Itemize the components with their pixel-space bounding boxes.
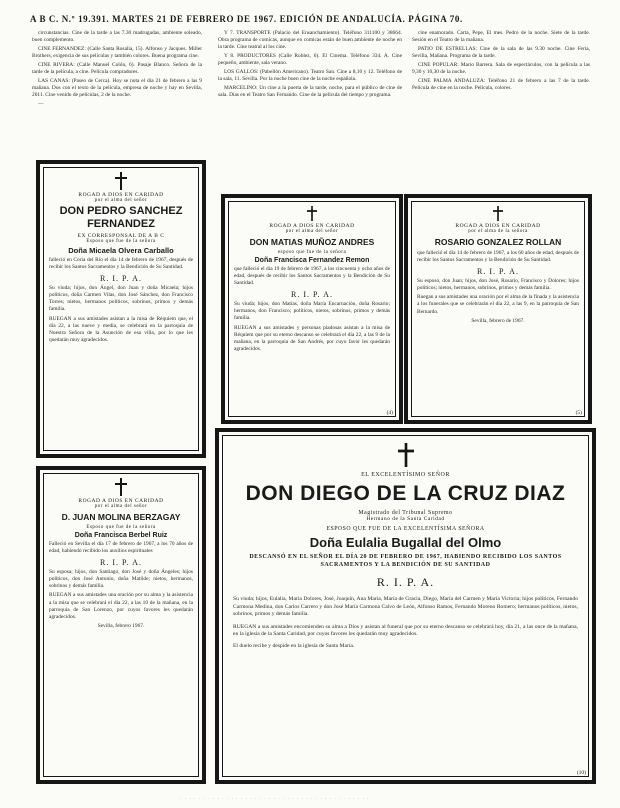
death-notice: que falleció el día 14 de febrero de 1967, a los 60 años de edad, después de recibir los Santos Sacramentos y la Bendición de Su Santidad. xyxy=(417,250,579,264)
news-paragraph: — xyxy=(38,100,44,107)
news-paragraph: PATIO DE ESTRELLAS: Cine de la sala de las 9.30 noche. Cine Feria, Sevilla, Mañana. Programa de la tarde. xyxy=(412,45,590,60)
news-paragraph: CINE RIVERA: (Calle Manuel Colón, 6). Pasaje Blanco. Señora de la tarde de la película, a cine. Película compradores. xyxy=(32,61,202,76)
obit-footer: Sevilla, febrero 1967. xyxy=(97,622,145,629)
obit-intro: ROGAD A DIOS EN CARIDAD xyxy=(78,498,164,504)
obit-intro-sub: por el alma del señor xyxy=(94,198,148,203)
right-news-column xyxy=(412,30,590,190)
obit-intro-sub: por el alma de la señora xyxy=(468,229,528,234)
death-notice: falleció en Coria del Río el día 14 de febrero de 1967, después de recibir los Santos Sacramentos y la Bendición de Su Santidad. xyxy=(49,257,193,271)
deceased-name: ROSARIO GONZALEZ ROLLAN xyxy=(434,237,562,247)
obit-footer: Sevilla, febrero de 1967. xyxy=(471,317,525,324)
deceased-name: DON PEDRO SANCHEZ FERNANDEZ xyxy=(59,205,183,230)
ad-number: (4) xyxy=(386,410,393,416)
obituary-pedro-sanchez xyxy=(36,160,206,458)
request-text: RUEGAN a sus amistades asistan a la misa de Réquiem que, el día 22, a las nueve y media, se celebrará en la parroquia de Nuestra Señora de la Asunción de esa villa, por lo que les quedarán muy agradecidos. xyxy=(49,315,193,343)
obit-intro: ROGAD A DIOS EN CARIDAD xyxy=(78,192,164,198)
death-notice: DESCANSÓ EN EL SEÑOR EL DÍA 20 DE FEBRERO DE 1967, HABIENDO RECIBIDO LOS SANTOS SACRAMENTOS Y LA BENDICIÓN DE SU SANTIDAD xyxy=(249,554,562,568)
obit-intro: ROGAD A DIOS EN CARIDAD xyxy=(269,223,355,229)
news-paragraph: CINE FERNANDEZ: (Calle Santa Rosalía, 15). Alfonso y Jacques. Miller Brothers, exigencia de sus películas y también colores. Buena programa cine. xyxy=(32,45,202,60)
news-paragraph: CINE PALMA ANDALUZA: Teléfono 21 de febrero a las 7 de la tarde. Película de cine en la noche. Película, colores. xyxy=(412,77,590,91)
obit-intro-sub: por el alma del señor xyxy=(94,504,148,509)
wife-intro: ESPOSO QUE FUE DE LA EXCELENTÍSIMA SEÑORA xyxy=(326,526,485,532)
cross-icon xyxy=(493,206,503,221)
family-list: Su esposa; hijos, don Santiago, don José y doña Ángeles; hijos políticos, don José Antonio, doña Matilde; nietos, hermanos, sobrinos y demás familia. xyxy=(49,569,193,590)
rip-label: R. I. P. A. xyxy=(477,267,519,277)
widow-intro: esposo que fue de la señora xyxy=(277,250,347,255)
family-list: Su viuda; hijos, don Matías, doña María Encarnación, doña Rosario; hermanos, don Francisco; políticos, nietos, sobrinos, primos y demás familia. xyxy=(234,301,390,322)
obituary-diego-de-la-cruz xyxy=(215,428,596,784)
deceased-name: D. JUAN MOLINA BERZAGAY xyxy=(61,512,181,522)
news-paragraph: cine enamorado. Carta, Pepe, El mes. Pedro de la noche. Siete de la tarde. Sesión en el Teatro de la mañana. xyxy=(412,30,590,44)
obit-footer: El duelo recibe y despide en la iglesia de Santa María. xyxy=(233,642,355,649)
rip-label: R. I. P. A. xyxy=(376,575,435,589)
cross-icon xyxy=(307,206,317,221)
news-paragraph: LAS CANAS: (Paseo de Cerca). Hoy se nota el día 21 de febrero a las 9 mañana. Dos con el texto de la película, empresa de noche y hay en Sevilla, 2011. Cine venido de películas, 2 de la noche. xyxy=(32,77,202,99)
ad-number: (5) xyxy=(575,410,582,416)
widow-name: Doña Francisca Fernandez Remon xyxy=(254,257,370,264)
request-text: RUEGAN a sus amistades y personas piadosas asistan a la misa de Réquiem que por su eterno descanso se celebrará el día 22, a las 9 de la mañana, en la parroquia de San Andrés, por cuyo favor les quedarán agradecidos. xyxy=(234,324,390,352)
news-paragraph: LOS GALLOS: (Pabellón Americano). Teatro San. Cine a 8,10 y 12. Teléfono de la sala, 11. Sevilla. Por la noche buen cine de la noche española. xyxy=(218,69,402,83)
rip-label: R. I. P. A. xyxy=(291,290,333,300)
wife-name: Doña Eulalia Bugallal del Olmo xyxy=(309,535,502,550)
page-footer-mark: · · · · · · · · · · · · · · · · · · · · · · · · · · · · · · · · · · · · · · · · · xyxy=(180,796,370,801)
news-paragraph: MARCELINO: Un cine a la puerta de la tarde, noche, para el público de cine de sala. Días en el Teatro San Fernando. Cine de la película del tiempo y programa. xyxy=(218,84,402,99)
death-notice: que falleció el día 19 de febrero de 1967, a los cincuenta y ocho años de edad, después de recibir los Santos Sacramentos y la Bendición de Su Santidad. xyxy=(234,266,390,287)
widow-intro: Esposo que fue de la señora xyxy=(86,525,156,530)
family-list: Su esposo, don Juan; hijos, don José, Rosario, Francisco y Dolores; hijos políticos; nietos, hermanos, sobrinos, primos y demás familia. xyxy=(417,278,579,292)
left-news-column xyxy=(32,30,202,152)
widow-intro: Esposo que fue de la señora xyxy=(86,239,156,244)
family-list: Su viuda; hijos, don Ángel, don Juan y doña Micaela; hijos políticos, doña Carmen Vilas, don José Sánchez, don Francisco Torres; nietos, hermanos políticos, sobrinos, primos y demás familia. xyxy=(49,285,193,313)
death-notice: Falleció en Sevilla el día 17 de febrero de 1967, a los 70 años de edad, habiendo recibido los auxilios espirituales xyxy=(49,541,193,555)
title-intro: EL EXCELENTÍSIMO SEÑOR xyxy=(361,472,450,478)
page-header: A B C. N.º 19.391. MARTES 21 DE FEBRERO DE 1967. EDICIÓN DE ANDALUCÍA. PÁGINA 70. xyxy=(30,14,463,24)
obit-intro: ROGAD A DIOS EN CARIDAD xyxy=(455,223,541,229)
news-paragraph: Y 7. TRANSPORTE (Palacio del Ensanchamiento). Teléfono 311100 y 38664. Obra programa de comicas, aunque en comicas están de buen ambiente de noche en la tarde. Cine teatral al los cine. xyxy=(218,30,402,51)
deceased-role: EX CORRESPONSAL DE A B C xyxy=(77,233,165,239)
request-text: Ruegan a sus amistades una oración por el alma de la finada y la asistencia a los funerales que se celebrarán el día 22, a las 9, en la parroquia de San Bernardo. xyxy=(417,294,579,315)
ad-number: (10) xyxy=(576,770,586,776)
deceased-role: Magistrado del Tribunal Supremo xyxy=(358,510,453,516)
news-paragraph: circunstancias. Cine de la tarde a las 7.30 madrugadas, ambiente soleado, buen complemento. xyxy=(32,30,202,44)
news-paragraph: Y 8. PRODUCTORES (Calle Roblez, 6). El Cinema. Teléfono 334. A. Cine pequeño, ambiente, sala verano. xyxy=(218,53,402,67)
deceased-name: DON DIEGO DE LA CRUZ DIAZ xyxy=(245,482,566,505)
cross-icon xyxy=(115,172,127,190)
family-list: Su viuda; hijos, Eulalia, María Dolores, José, Joaquín, Ana María, María de Gracia, Diego, María del Carmen y María Victoria; hijos políticos, Fernando Carmona Medina, don Carlos Carrero y don José María Carmona Calvo de León, Alfonso Ramos, Fernando Moreno Romero; hermanos políticos, nietos, sobrinos, primos y demás familia. xyxy=(233,596,578,618)
cross-icon xyxy=(398,442,414,468)
middle-news-column xyxy=(218,30,402,190)
obit-intro-sub: por el alma del señor xyxy=(285,229,339,234)
cross-icon xyxy=(115,478,127,496)
request-text: RUEGAN a sus amistades una oración por su alma y la asistencia a la misa que se celebrará el día 22, a las 10 de la mañana, en la parroquia de San Lorenzo, por cuyos favores les quedarán agradecidos. xyxy=(49,592,193,620)
rip-label: R. I. P. A. xyxy=(100,274,142,284)
deceased-role-2: Hermano de la Santa Caridad xyxy=(366,516,445,522)
deceased-name: DON MATIAS MUÑOZ ANDRES xyxy=(249,237,375,247)
news-paragraph: CINE POPULAR: Mario Barrera. Sala de espectáculos, con la película a las 9,30 y 10,30 de la noche. xyxy=(412,61,590,76)
obituary-matias-munoz xyxy=(221,194,403,424)
widow-name: Doña Francisca Berbel Ruiz xyxy=(74,532,168,539)
widow-name: Doña Micaela Olvera Carballo xyxy=(68,246,174,255)
request-text: RUEGAN a sus amistades encomienden su alma a Dios y asistan al funeral que por su eterno descanso se celebrará hoy, día 21, a las once de la mañana, en la iglesia de la Santa Caridad, por cuyos favores les quedarán muy agradecidos. xyxy=(233,623,578,638)
rip-label: R. I. P. A. xyxy=(100,558,142,568)
obituary-juan-molina xyxy=(36,466,206,784)
obituary-rosario-gonzalez xyxy=(404,194,592,424)
